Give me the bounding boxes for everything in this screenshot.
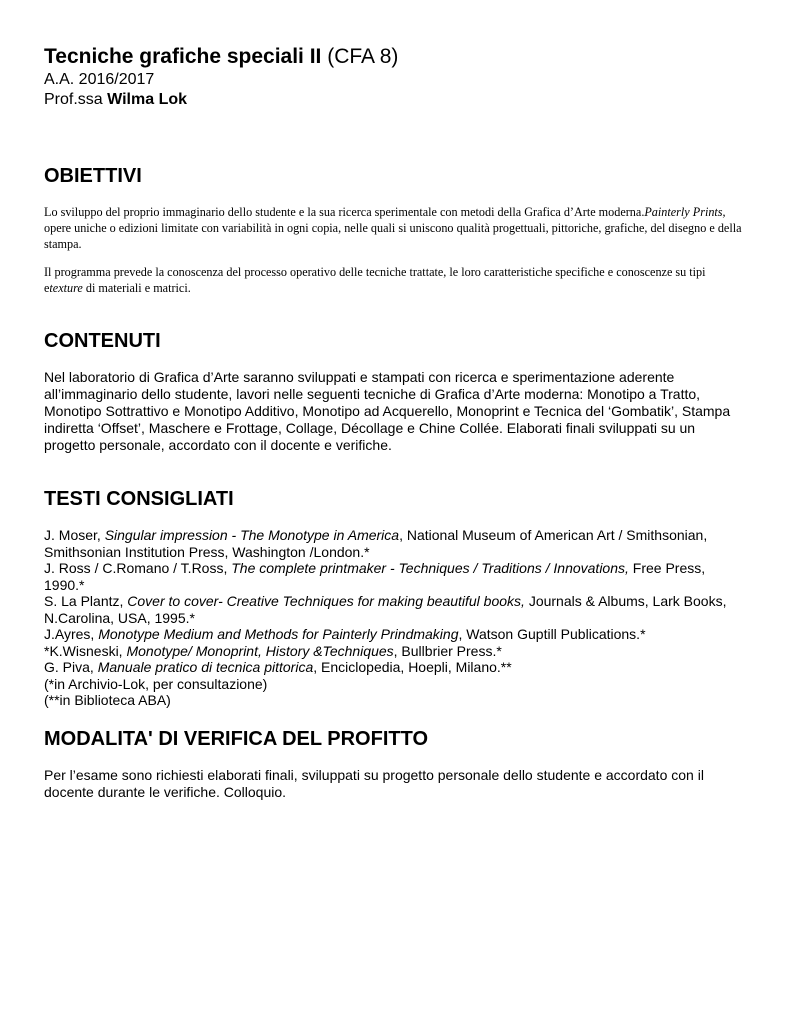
ref-details: , Watson Guptill Publications.* xyxy=(458,626,646,642)
obiettivi-italic-term-2: texture xyxy=(49,281,83,295)
contenuti-paragraph: Nel laboratorio di Grafica d’Arte saranno sviluppati e stampati con ricerca e sperimentazione aderente all’immaginario dello studente, lavori nelle seguenti tecniche di Grafica d’Arte moderna: Monotipo a Tratto, Monotipo Sottrattivo e Monotipo Additivo, Monotipo ad Acquerello, Monoprint e Tecnica del ‘Gombatik’, Stampa indiretta ‘Offset’, Maschere e Frottage, Collage, Décollage e Chine Collée. Elaborati finali sviluppati su un progetto personale, accordato con il docente e verifiche. xyxy=(44,369,731,453)
academic-year: A.A. 2016/2017 xyxy=(44,71,155,88)
ref-title: Monotype/ Monoprint, History &Techniques xyxy=(126,642,394,659)
ref-title: Cover to cover- Creative Techniques for making beautiful books, xyxy=(127,593,525,609)
ref-details: , Enciclopedia, Hoepli, Milano.** xyxy=(313,659,512,675)
obiettivi-text-2: Il programma prevede la conoscenza del processo operativo delle tecniche trattate, le loro caratteristiche specifiche e conoscenze su tipi e xyxy=(44,265,706,295)
ref-author: J. Ross / C.Romano / T.Ross, xyxy=(44,560,232,576)
ref-author: S. La Plantz, xyxy=(44,593,128,609)
ref-author: *K.Wisneski, xyxy=(44,642,127,659)
ref-author: J.Ayres, xyxy=(44,626,99,642)
reference-item xyxy=(44,643,749,660)
section-heading-obiettivi: OBIETTIVI xyxy=(44,165,142,187)
obiettivi-italic-term: Painterly Prints, xyxy=(644,205,726,219)
reference-item xyxy=(44,560,749,593)
course-name: Tecniche grafiche speciali II xyxy=(44,45,322,68)
ref-author: J. Moser, xyxy=(44,527,105,543)
references-list xyxy=(44,527,749,709)
professor-line xyxy=(44,90,398,110)
course-header xyxy=(44,44,398,110)
course-title xyxy=(44,44,398,70)
section-heading-testi: TESTI CONSIGLIATI xyxy=(44,488,234,510)
ref-details: Free Press, 1990.* xyxy=(44,560,706,593)
ref-title: Monotype Medium and Methods for Painterly Prindmaking xyxy=(98,626,459,642)
course-credits: (CFA 8) xyxy=(327,45,399,68)
ref-title: Singular impression - The Monotype in America xyxy=(104,527,400,543)
ref-details: , Bullbrier Press.* xyxy=(393,642,502,659)
professor-prefix: Prof.ssa xyxy=(44,91,103,108)
ref-title: Manuale pratico di tecnica pittorica xyxy=(97,659,314,675)
ref-details: Journals & Albums, Lark Books, N.Carolina, USA, 1995.* xyxy=(44,593,727,626)
obiettivi-paragraph-2 xyxy=(44,264,744,296)
ref-title: The complete printmaker - Techniques / Traditions / Innovations, xyxy=(231,560,629,576)
reference-item xyxy=(44,659,749,676)
obiettivi-paragraph-1 xyxy=(44,204,744,252)
reference-note: (*in Archivio-Lok, per consultazione) xyxy=(44,675,268,692)
reference-item xyxy=(44,593,749,626)
section-heading-modalita: MODALITA' DI VERIFICA DEL PROFITTO xyxy=(44,728,429,750)
ref-details: , National Museum of American Art / Smithsonian, Smithsonian Institution Press, Washington /London.* xyxy=(44,527,708,560)
professor-name: Wilma Lok xyxy=(107,91,188,108)
section-heading-contenuti: CONTENUTI xyxy=(44,330,161,352)
modalita-paragraph: Per l’esame sono richiesti elaborati finali, sviluppati su progetto personale dello studente e accordato con il docente durante le verifiche. Colloquio. xyxy=(44,767,704,800)
obiettivi-text-2-cont: di materiali e matrici. xyxy=(82,281,191,295)
reference-note: (**in Biblioteca ABA) xyxy=(44,692,171,708)
obiettivi-text: Lo sviluppo del proprio immaginario dello studente e la sua ricerca sperimentale con metodi della Grafica d’Arte moderna. xyxy=(44,205,645,219)
obiettivi-text-cont: opere uniche o edizioni limitate con variabilità in ogni copia, nelle quali si uniscono qualità progettuali, pittoriche, grafiche, del disegno e della stampa. xyxy=(44,221,742,251)
reference-item xyxy=(44,626,749,643)
reference-item xyxy=(44,527,749,560)
ref-author: G. Piva, xyxy=(44,659,98,675)
